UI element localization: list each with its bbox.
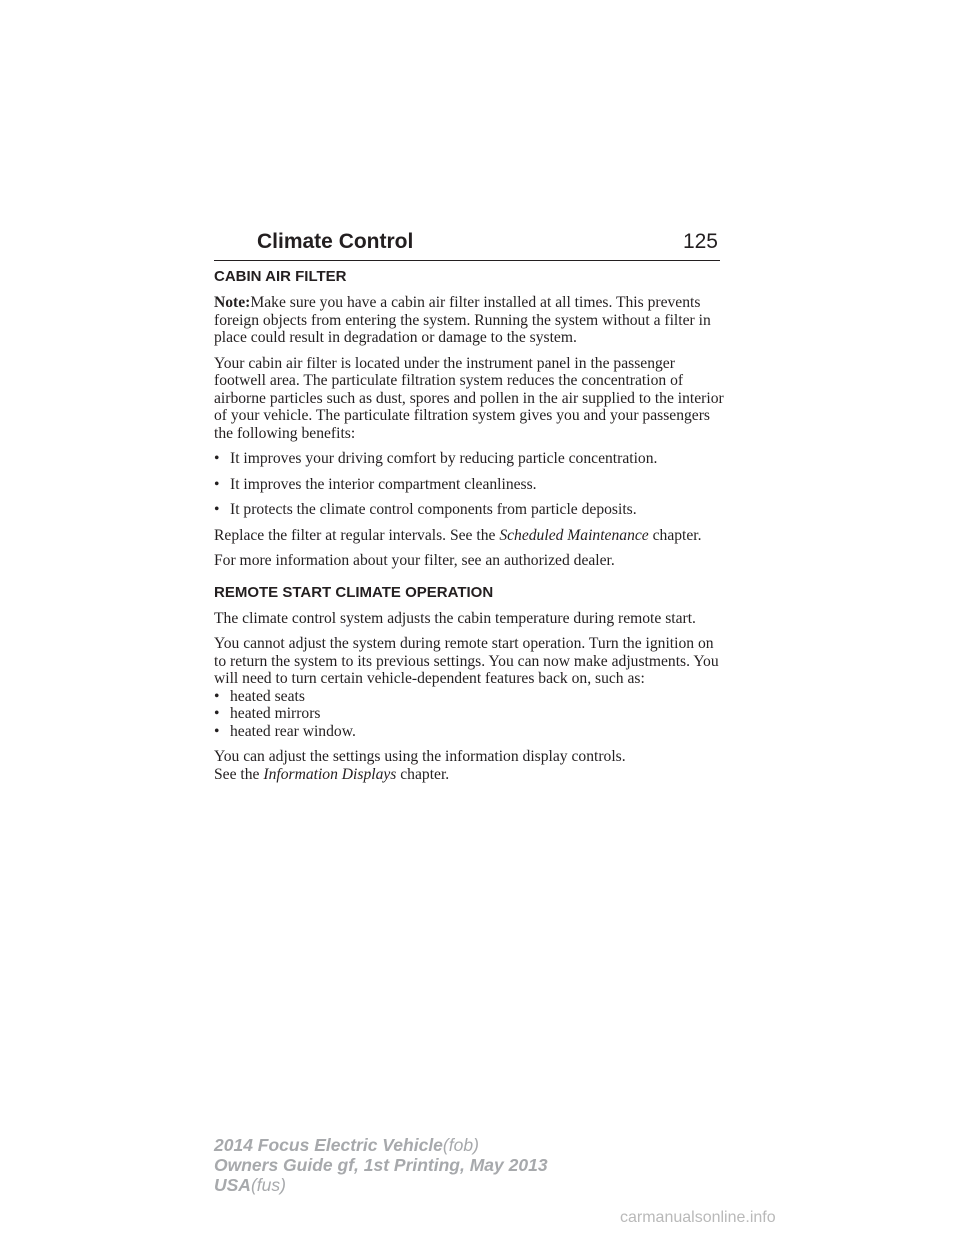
bullet-icon: •: [214, 705, 220, 722]
list-item-text: It protects the climate control components from particle deposits.: [230, 501, 637, 518]
display-controls-paragraph: [214, 748, 724, 783]
more-info-paragraph: For more information about your filter, see an authorized dealer.: [214, 552, 615, 569]
list-item-text: heated seats: [230, 687, 305, 705]
bullet-icon: •: [214, 501, 220, 518]
print-footer: [214, 1135, 548, 1195]
features-list: [214, 688, 724, 741]
footer-line-printing: Owners Guide gf, 1st Printing, May 2013: [214, 1155, 548, 1175]
information-displays-link[interactable]: Information Displays: [263, 765, 397, 783]
chapter-title: Climate Control: [257, 230, 414, 253]
bullet-icon: •: [214, 475, 220, 493]
replace-suffix: chapter.: [648, 526, 702, 544]
scheduled-maintenance-link[interactable]: Scheduled Maintenance: [499, 526, 649, 544]
list-item: [214, 723, 724, 741]
list-item: [214, 501, 724, 519]
note-text: Make sure you have a cabin air filter installed at all times. This prevents foreign objects from entering the system. Running the system without a filter in place could result in degradation or damage to the system.: [214, 294, 711, 346]
page-header: [214, 228, 720, 261]
list-item: [214, 450, 724, 468]
list-item-text: It improves the interior compartment cleanliness.: [230, 475, 537, 493]
adjust-settings-text: You can adjust the settings using the information display controls.: [214, 748, 626, 765]
footer-vehicle-name: 2014 Focus Electric Vehicle: [214, 1135, 443, 1155]
remote-start-adjust-paragraph: You cannot adjust the system during remote start operation. Turn the ignition on to return the system to its previous settings. You can now make adjustments. You will need to turn certain vehicle-dependent features back on, such as:: [214, 635, 719, 687]
footer-market: USA: [214, 1175, 251, 1195]
list-item: [214, 705, 724, 723]
section-heading-cabin-air-filter: CABIN AIR FILTER: [214, 268, 347, 285]
page-number: 125: [682, 230, 718, 253]
list-item-text: heated mirrors: [230, 705, 321, 722]
see-suffix: chapter.: [396, 765, 450, 783]
remote-start-intro-paragraph: The climate control system adjusts the cabin temperature during remote start.: [214, 609, 696, 627]
list-item: [214, 688, 724, 706]
page-content: [214, 268, 724, 791]
bullet-icon: •: [214, 722, 220, 740]
filter-location-paragraph: Your cabin air filter is located under the instrument panel in the passenger footwell area. The particulate filtration system reduces the concentration of airborne particles such as dust, spores and pollen in the air supplied to the interior of your vehicle. The particulate filtration system gives you and your passengers the following benefits:: [214, 354, 724, 442]
list-item-text: It improves your driving comfort by reducing particle concentration.: [230, 450, 658, 467]
watermark: carmanualsonline.info: [620, 1209, 776, 1226]
section-heading-remote-start: REMOTE START CLIMATE OPERATION: [214, 583, 494, 601]
see-prefix: See the: [214, 765, 264, 783]
note-label: Note:: [214, 294, 251, 311]
footer-market-code: (fus): [250, 1175, 286, 1195]
list-item-text: heated rear window.: [230, 722, 356, 740]
note-paragraph: [214, 294, 724, 347]
benefits-list: [214, 450, 724, 519]
replace-prefix: Replace the filter at regular intervals. See the: [214, 526, 500, 544]
footer-vehicle-code: (fob): [442, 1135, 479, 1155]
bullet-icon: •: [214, 687, 220, 705]
replace-filter-paragraph: [214, 527, 724, 545]
bullet-icon: •: [214, 450, 220, 467]
footer-line-vehicle: [214, 1135, 548, 1155]
footer-line-market: [214, 1175, 548, 1195]
list-item: [214, 476, 724, 494]
